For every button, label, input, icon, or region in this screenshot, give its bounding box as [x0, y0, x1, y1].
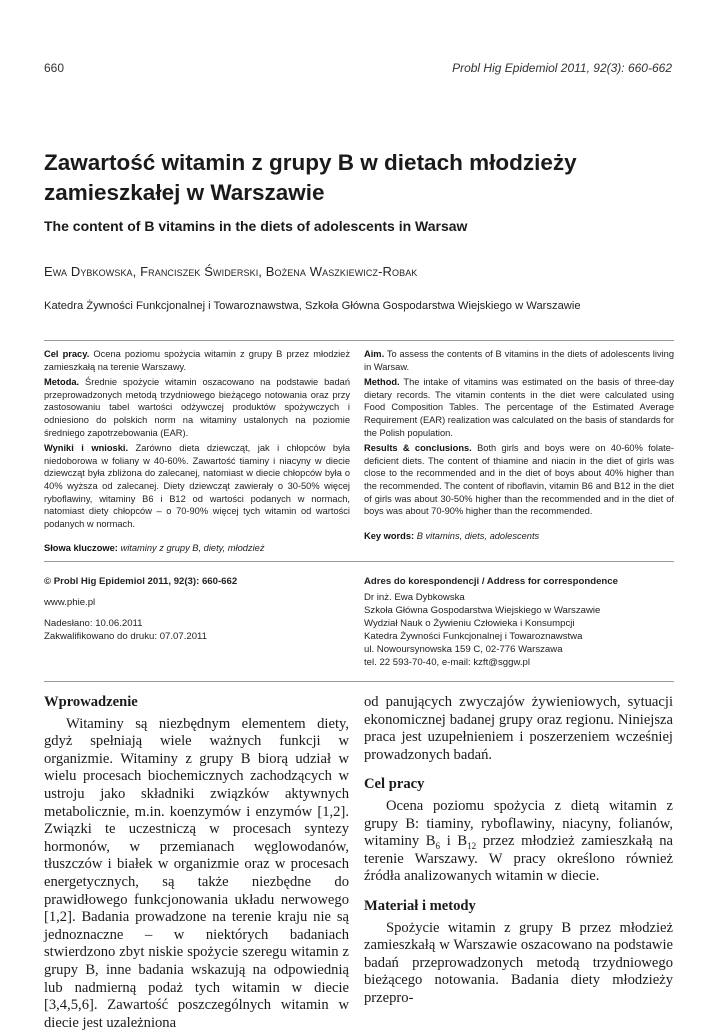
section-heading-aim: Cel pracy: [364, 776, 425, 793]
abstract-en-aim: Aim. To assess the contents of B vitamins in the diets of adolescents living in Warsaw.: [364, 349, 674, 372]
submitted-date: Nadesłano: 10.06.2011: [44, 618, 143, 629]
methods-paragraph: Spożycie witamin z grupy B przez młodzież zamieszkałą w Warszawie oszacowano na podstawie badań przeprowadzonych metodą trzydniowego bieżącego notowania. Badania diety młodzieży przepro-: [364, 919, 673, 1006]
running-title: Probl Hig Epidemiol 2011, 92(3): 660-662: [452, 61, 672, 75]
article-title-english: The content of B vitamins in the diets of adolescents in Warsaw: [44, 218, 468, 234]
abstract-en-keywords: Key words: B vitamins, diets, adolescents: [364, 530, 540, 541]
abstract-english: [364, 348, 674, 545]
abstract-bottom-rule: [44, 561, 674, 562]
body-column-left: [44, 694, 349, 1032]
accepted-date: Zakwalifikowano do druku: 07.07.2011: [44, 631, 208, 642]
abstract-en-results: Results & conclusions. Both girls and boys were on 40-60% folate-deficient diets. The content of thiamine and niacin in the diet of girls was close to the recommended and in the diet of boys about 40% higher than the recommended. The content of riboflavin, vitamin B6 and B12 in the diet of girls was about 30-50% higher than the recommended and in the diet of boys was about 70-90% higher than the recommended.: [364, 443, 674, 517]
body-top-rule: [44, 681, 674, 682]
affiliation: Katedra Żywności Funkcjonalnej i Towaroznawstwa, Szkoła Główna Gospodarstwa Wiejskiego w Warszawie: [44, 300, 581, 312]
correspondence-line: Szkoła Główna Gospodarstwa Wiejskiego w Warszawie: [364, 605, 601, 616]
article-title-polish: Zawartość witamin z grupy B w dietach młodzieży zamieszkałej w Warszawie: [44, 150, 577, 205]
author-list: Ewa Dybkowska, Franciszek Świderski, Bożena Waszkiewicz-Robak: [44, 264, 418, 279]
section-heading-methods: Materiał i metody: [364, 897, 476, 914]
abstract-pl-aim: Cel pracy. Ocena poziomu spożycia witamin z grupy B przez młodzież zamieszkałą na terenie Warszawy.: [44, 349, 350, 372]
correspondence-address: [364, 575, 674, 669]
copyright-line: © Probl Hig Epidemiol 2011, 92(3): 660-662: [44, 576, 238, 587]
correspondence-heading: Adres do korespondencji / Address for correspondence: [364, 576, 618, 587]
abstract-en-method: Method. The intake of vitamins was estimated on the basis of three-day dietary records. The vitamin contents in the diet were calculated using Food Composition Tables. The percentage of the Estimated Average Requirement (EAR) realization was calculated on the basis of standards for the Polish population.: [364, 377, 674, 438]
introduction-continued: od panujących zwyczajów żywieniowych, sytuacji ekonomicznej badanej grupy oraz regionu. Niniejsza praca jest uzupełnieniem i poszerzeniem wcześniej prowadzonych badań.: [364, 694, 673, 763]
abstract-polish: [44, 348, 350, 558]
aim-paragraph: Ocena poziomu spożycia z dietą witamin z grupy B: tiaminy, ryboflawiny, niacyny, folianów, witaminy $B_6$ i $B_{12}$ przez młodzież zamieszkałą na terenie Warszawy. W pracy określono również źródła analizowanych witamin w diecie.: [364, 797, 673, 885]
section-heading-introduction: Wprowadzenie: [44, 694, 138, 710]
correspondence-line: Dr inż. Ewa Dybkowska: [364, 592, 465, 603]
page-number: 660: [44, 61, 65, 75]
publication-info: [44, 575, 344, 643]
correspondence-line: Wydział Nauk o Żywieniu Człowieka i Konsumpcji: [364, 618, 575, 629]
introduction-paragraph: Witaminy są niezbędnym elementem diety, gdyż spełniają wiele ważnych funkcji w organizmie. Witaminy z grupy B biorą udział w wielu procesach biochemicznych zachodzących w ustroju jako składniki związków aktywnych metabolicznie, m.in. koenzymów i enzymów [1,2]. Związki te uczestniczą w procesach syntezy hormonów, w przemianach węglowodanów, tłuszczów i białek w organizmie oraz w procesach energetycznych, są także niezbędne do prawidłowego funkcjonowania układu nerwowego [1,2]. Badania prowadzone na terenie kraju nie są jednoznaczne – w niektórych badaniach stwierdzono zbyt niskie spożycie szeregu witamin z grupy B, inne badania wskazują na odpowiednią lub nadmierną podaż tych witamin w diecie [3,4,5,6]. Zawartość poszczególnych witamin w diecie jest uzależniona: [44, 715, 349, 1031]
correspondence-line: ul. Nowoursynowska 159 C, 02-776 Warszawa: [364, 644, 563, 655]
correspondence-contact: tel. 22 593-70-40, e-mail: kzft@sggw.pl: [364, 657, 530, 668]
correspondence-line: Katedra Żywności Funkcjonalnej i Towaroznawstwa: [364, 631, 583, 642]
abstract-pl-method: Metoda. Średnie spożycie witamin oszacowano na podstawie badań przeprowadzonych metodą trzydniowego bieżącego notowania oraz przy zastosowaniu tabel wartości odżywczej produktów spożywczych i odniesiono do polskich norm na witaminy ustalonych na poziomie średniego zapotrzebowania (EAR).: [44, 377, 350, 438]
abstract-pl-keywords: Słowa kluczowe: witaminy z grupy B, diety, młodzież: [44, 543, 265, 554]
abstract-pl-results: Wyniki i wnioski. Zarówno dieta dziewcząt, jak i chłopców była niedoborowa w foliany w 40-60%. Zawartość tiaminy i niacyny w diecie dziewcząt była zbliżona do zalecanej, natomiast w diecie chłopców była o 40% wyższa od zalecanej. Diety dziewcząt zawierały o 30-50% więcej ryboflawiny, witaminy B6 i B12 od wartości podanych w normach, natomiast diety chłopców – o 70-90% więcej tych witamin od wartości podanych w normach.: [44, 443, 350, 529]
abstract-top-rule: [44, 340, 674, 341]
body-column-right: [364, 694, 673, 1008]
journal-website[interactable]: www.phie.pl: [44, 597, 96, 608]
